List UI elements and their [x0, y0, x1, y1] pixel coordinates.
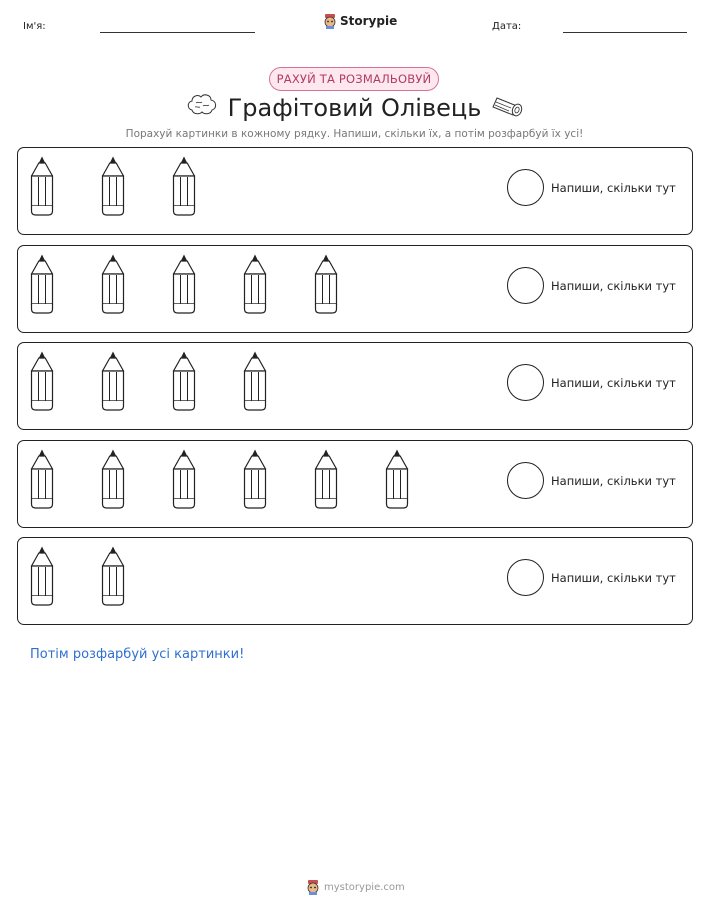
name-label: Ім'я:: [23, 21, 46, 32]
counting-row: [17, 440, 693, 528]
pencil-icon[interactable]: [30, 545, 54, 611]
answer-circle[interactable]: [507, 364, 544, 401]
pencil-icon[interactable]: [314, 253, 338, 319]
brand-name: Storypie: [340, 14, 398, 28]
counting-row: [17, 245, 693, 333]
pencil-icon[interactable]: [243, 253, 267, 319]
brand-logo: [323, 13, 397, 29]
pencil-icon[interactable]: [385, 448, 409, 514]
pencil-icon[interactable]: [243, 350, 267, 416]
instructions: Порахуй картинки в кожному рядку. Напиши, скільки їх, а потім розфарбуй їх усі!: [125, 128, 584, 140]
pencil-icon[interactable]: [314, 448, 338, 514]
name-line[interactable]: [100, 32, 255, 33]
answer-label: Напиши, скільки тут: [551, 376, 676, 390]
activity-badge: РАХУЙ ТА РОЗМАЛЬОВУЙ: [269, 67, 439, 91]
pencil-icon[interactable]: [30, 350, 54, 416]
answer-circle[interactable]: [507, 267, 544, 304]
date-line[interactable]: [563, 32, 687, 33]
page-title: Графітовий Олівець: [227, 94, 482, 122]
pencil-icon[interactable]: [172, 253, 196, 319]
wood-log-icon: [491, 92, 525, 118]
answer-circle[interactable]: [507, 462, 544, 499]
pencil-icon[interactable]: [30, 253, 54, 319]
counting-row: [17, 342, 693, 430]
footer-note: Потім розфарбуй усі картинки!: [30, 647, 245, 662]
date-label: Дата:: [492, 21, 522, 32]
mascot-icon: [323, 13, 337, 29]
answer-label: Напиши, скільки тут: [551, 279, 676, 293]
answer-label: Напиши, скільки тут: [551, 474, 676, 488]
pencil-icon[interactable]: [172, 448, 196, 514]
answer-label: Напиши, скільки тут: [551, 181, 676, 195]
pencil-icon[interactable]: [101, 253, 125, 319]
answer-label: Напиши, скільки тут: [551, 571, 676, 585]
site-url: mystorypie.com: [324, 881, 405, 893]
pencil-icon[interactable]: [101, 350, 125, 416]
pencil-icon[interactable]: [101, 155, 125, 221]
mascot-icon: [306, 879, 320, 895]
pencil-icon[interactable]: [172, 155, 196, 221]
counting-row: [17, 147, 693, 235]
pencil-icon[interactable]: [243, 448, 267, 514]
pencil-icon[interactable]: [172, 350, 196, 416]
pencil-icon[interactable]: [101, 448, 125, 514]
answer-circle[interactable]: [507, 169, 544, 206]
title-row: [0, 92, 709, 128]
counting-row: [17, 537, 693, 625]
site-footer: [306, 879, 405, 895]
pencil-icon[interactable]: [30, 155, 54, 221]
answer-circle[interactable]: [507, 559, 544, 596]
pencil-icon[interactable]: [30, 448, 54, 514]
pencil-icon[interactable]: [101, 545, 125, 611]
